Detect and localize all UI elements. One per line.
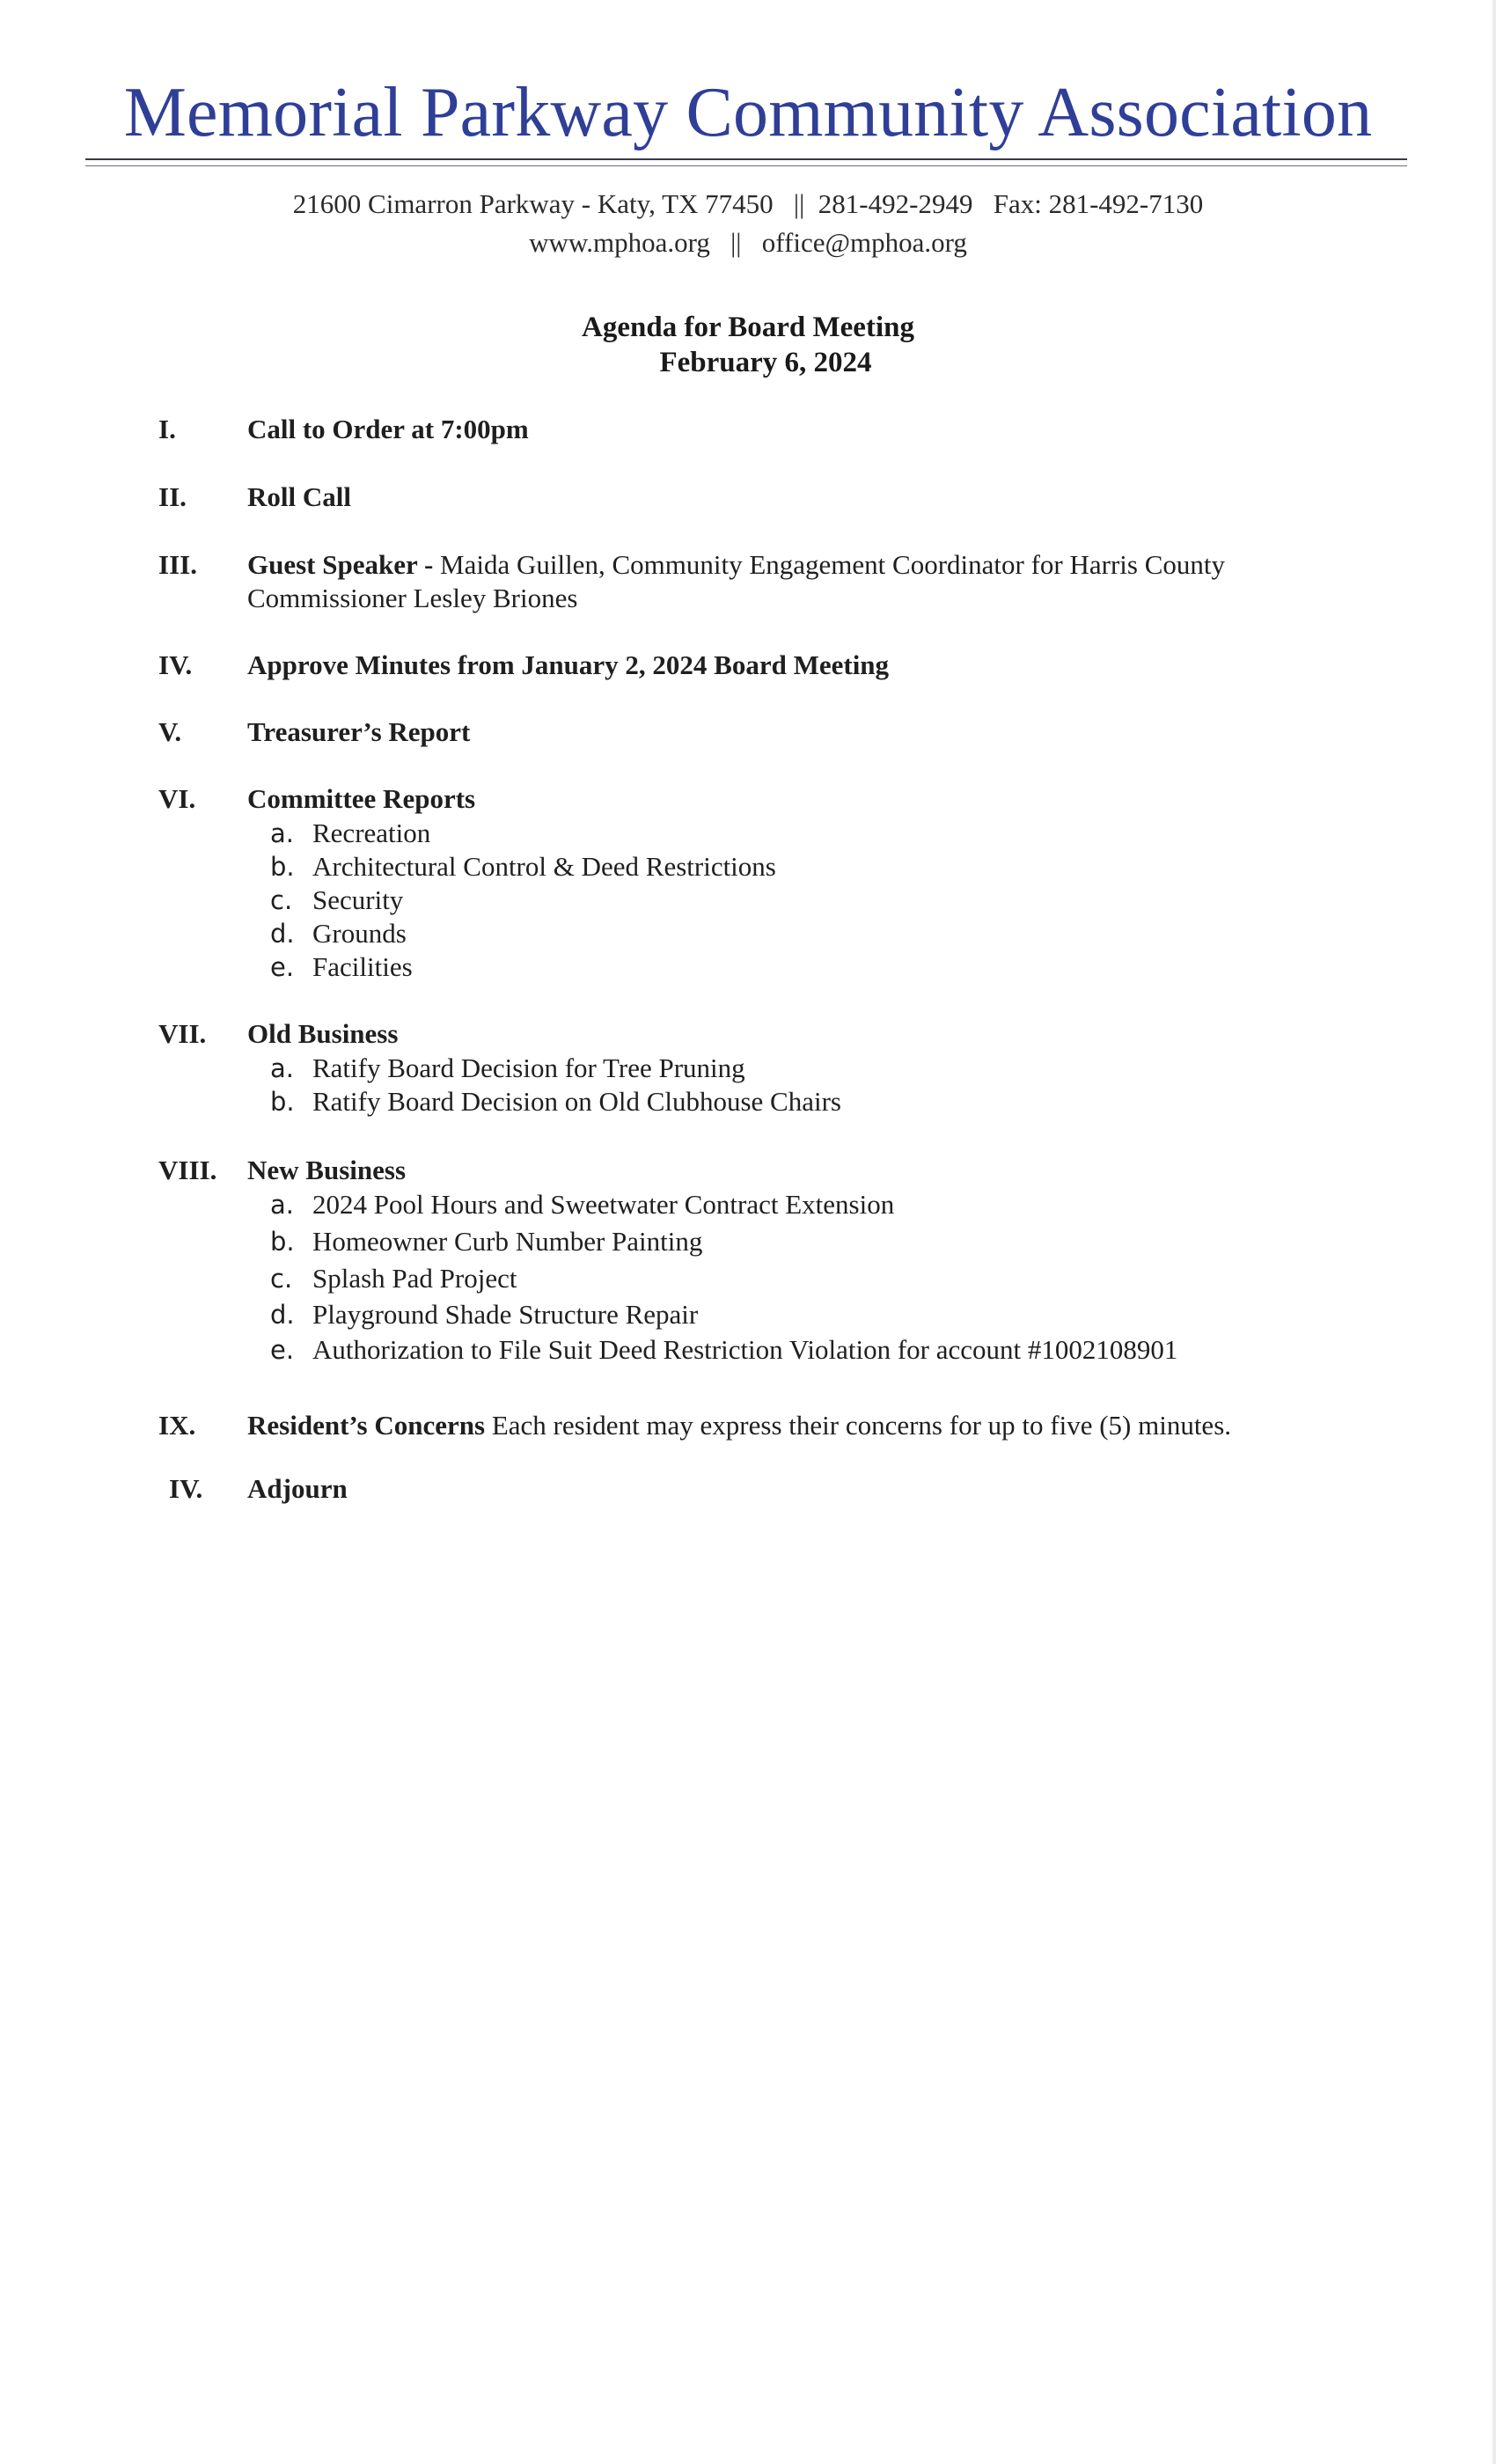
item-detail: Each resident may express their concerns for up to five (5) minutes. xyxy=(485,1410,1232,1441)
contact-web: www.mphoa.org || office@mphoa.org xyxy=(529,227,967,258)
sub-item: a. 2024 Pool Hours and Sweetwater Contract Extension xyxy=(270,1189,895,1220)
item-numeral: VI. xyxy=(158,783,196,814)
item-numeral: IV. xyxy=(169,1473,203,1504)
item-title: Old Business xyxy=(247,1018,399,1049)
org-title: Memorial Parkway Community Association xyxy=(123,74,1373,151)
sub-item: e. Authorization to File Suit Deed Restriction Violation for account #1002108901 xyxy=(270,1334,1178,1365)
sub-item: b. Homeowner Curb Number Painting xyxy=(270,1226,703,1257)
header-rule xyxy=(85,158,1407,160)
sub-item: d. Playground Shade Structure Repair xyxy=(270,1299,699,1330)
item-numeral: I. xyxy=(158,414,176,444)
sub-item: a. Ratify Board Decision for Tree Pruning xyxy=(270,1052,745,1083)
item-title: Resident’s Concerns xyxy=(247,1410,486,1441)
sub-item: b. Architectural Control & Deed Restrictions xyxy=(270,851,776,882)
item-detail: Maida Guillen, Community Engagement Coordinator for Harris County xyxy=(440,549,1225,580)
item-numeral: IV. xyxy=(158,649,193,680)
item-numeral: V. xyxy=(158,716,182,747)
item-title: New Business xyxy=(247,1155,407,1185)
item-numeral: IX. xyxy=(158,1410,196,1441)
item-title: Committee Reports xyxy=(247,783,476,814)
sub-item: d. Grounds xyxy=(270,918,407,949)
sub-item: c. Splash Pad Project xyxy=(270,1263,517,1294)
contact-address: 21600 Cimarron Parkway - Katy, TX 77450 || 281-492-2949 Fax: 281-492-7130 xyxy=(292,188,1204,219)
sub-item: a. Recreation xyxy=(270,818,431,848)
item-title: Call to Order at 7:00pm xyxy=(247,414,529,444)
sub-item: b. Ratify Board Decision on Old Clubhouse Chairs xyxy=(270,1086,841,1117)
item-title: Approve Minutes from January 2, 2024 Board Meeting xyxy=(247,649,890,680)
item-numeral: VII. xyxy=(158,1018,207,1049)
item-title: Adjourn xyxy=(247,1473,348,1504)
agenda-date: February 6, 2024 xyxy=(659,347,872,378)
item-title: Guest Speaker - xyxy=(247,549,441,580)
item-numeral: VIII. xyxy=(158,1155,217,1185)
item-title: Roll Call xyxy=(247,481,351,512)
agenda-title: Agenda for Board Meeting xyxy=(582,312,914,343)
item-numeral: II. xyxy=(158,481,187,512)
item-detail-line2: Commissioner Lesley Briones xyxy=(247,583,578,613)
item-numeral: III. xyxy=(158,549,197,580)
sub-item: e. Facilities xyxy=(270,951,413,982)
sub-item: c. Security xyxy=(270,884,404,915)
item-title: Treasurer’s Report xyxy=(247,716,471,747)
header-rule-thin xyxy=(85,165,1407,166)
